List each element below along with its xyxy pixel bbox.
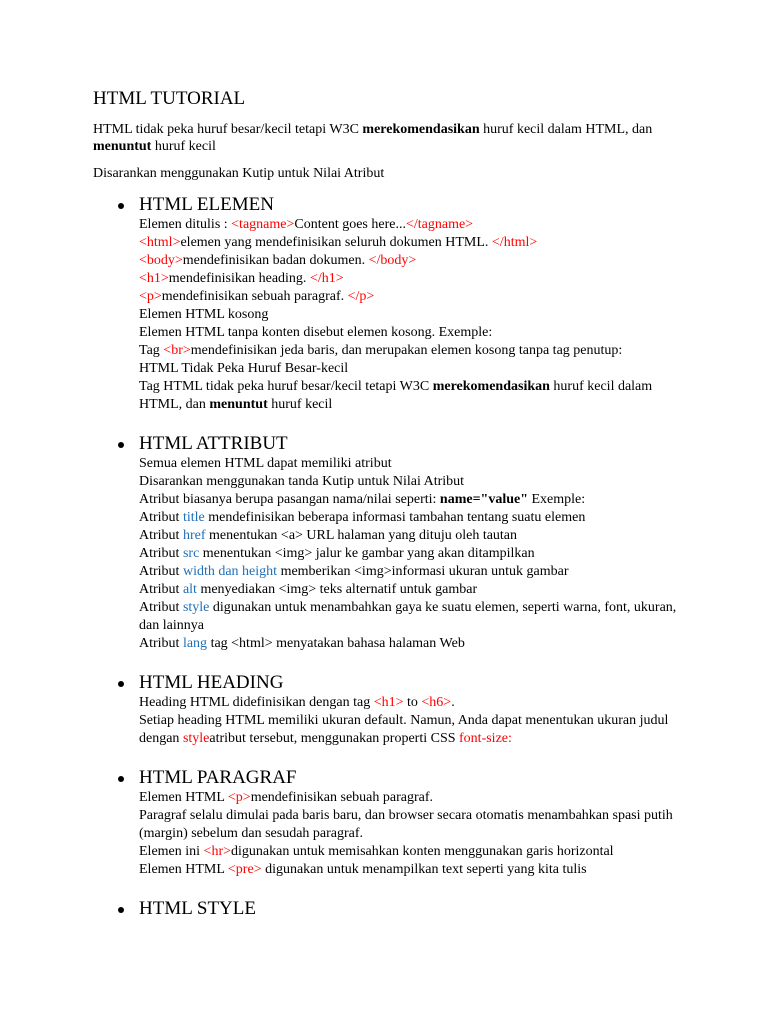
bold-text: menuntut xyxy=(93,139,152,154)
attribute-name-text: lang xyxy=(182,636,208,651)
section-line xyxy=(139,288,693,306)
text-run: memberikan <img>informasi ukuran untuk gambar xyxy=(277,564,569,579)
text-run: mendefinisikan sebuah paragraf. xyxy=(161,289,348,304)
section-heading xyxy=(93,672,693,748)
bold-text: name="value" xyxy=(439,492,528,507)
text-run: Atribut xyxy=(139,636,183,651)
section-title: HTML STYLE xyxy=(139,898,256,919)
section-title: HTML HEADING xyxy=(139,672,284,693)
text-run: Elemen HTML kosong xyxy=(139,307,269,322)
tag-code-text: font-size: xyxy=(459,731,512,746)
section-title: HTML ELEMEN xyxy=(139,194,274,215)
text-run: Atribut xyxy=(139,546,183,561)
text-run: mendefinisikan heading. xyxy=(168,271,310,286)
bullet-icon xyxy=(118,203,124,209)
section-title: HTML ATTRIBUT xyxy=(139,433,288,454)
text-run: Atribut biasanya berupa pasangan nama/nilai seperti: xyxy=(139,492,440,507)
page-title: HTML TUTORIAL xyxy=(93,88,246,109)
section-paragraf xyxy=(93,767,693,879)
text-run: Tag xyxy=(139,343,164,358)
section-line xyxy=(139,473,693,491)
intro-paragraph xyxy=(93,121,693,155)
section-list xyxy=(93,194,693,920)
text-run: atribut tersebut, menggunakan properti CSS xyxy=(209,731,460,746)
text-run: digunakan untuk menambahkan gaya ke suatu elemen, seperti warna, font, ukuran, dan lainnya xyxy=(139,600,677,633)
section-line xyxy=(139,861,693,879)
bullet-icon xyxy=(118,681,124,687)
text-run: Heading HTML didefinisikan dengan tag xyxy=(139,695,374,710)
text-run: to xyxy=(403,695,422,710)
text-run: mendefinisikan jeda baris, dan merupakan elemen kosong tanpa tag penutup: xyxy=(190,343,623,358)
section-line xyxy=(139,635,693,653)
bold-text: merekomendasikan xyxy=(362,122,480,137)
tag-code-text: </p> xyxy=(347,289,375,304)
tag-code-text: </body> xyxy=(368,253,417,268)
section-line xyxy=(139,545,693,563)
text-run: Exemple: xyxy=(527,492,586,507)
tag-code-text: <body> xyxy=(139,253,183,268)
tag-code-text: <p> xyxy=(139,289,162,304)
section-line xyxy=(139,252,693,270)
section-line xyxy=(139,789,693,807)
section-line xyxy=(139,843,693,861)
text-run: Elemen HTML xyxy=(139,862,228,877)
section-style xyxy=(93,898,693,920)
tag-code-text: <html> xyxy=(139,235,181,250)
attribute-name-text: src xyxy=(182,546,200,561)
text-run: menentukan <img> jalur ke gambar yang akan ditampilkan xyxy=(199,546,535,561)
tag-code-text: </tagname> xyxy=(405,217,474,232)
text-run: huruf kecil dalam HTML, dan xyxy=(479,122,653,137)
text-run: mendefinisikan sebuah paragraf. xyxy=(250,790,434,805)
section-line xyxy=(139,527,693,545)
text-run: mendefinisikan badan dokumen. xyxy=(182,253,369,268)
section-line xyxy=(139,455,693,473)
bullet-icon xyxy=(118,442,124,448)
text-run: Atribut xyxy=(139,528,183,543)
section-line xyxy=(139,581,693,599)
bullet-icon xyxy=(118,776,124,782)
section-line xyxy=(139,324,693,342)
text-run: Semua elemen HTML dapat memiliki atribut xyxy=(139,456,392,471)
text-run: Atribut xyxy=(139,510,183,525)
attribute-name-text: style xyxy=(182,600,210,615)
section-line xyxy=(139,712,693,748)
bold-text: menuntut xyxy=(209,397,268,412)
attribute-name-text: href xyxy=(182,528,206,543)
tag-code-text: </h1> xyxy=(309,271,344,286)
text-run: HTML Tidak Peka Huruf Besar-kecil xyxy=(139,361,349,376)
text-run: menentukan <a> URL halaman yang dituju oleh tautan xyxy=(205,528,518,543)
quote-note: Disarankan menggunakan Kutip untuk Nilai Atribut xyxy=(93,166,385,181)
section-line xyxy=(139,378,693,414)
text-run: Atribut xyxy=(139,582,183,597)
section-attribut xyxy=(93,433,693,653)
text-run: Elemen ditulis : xyxy=(139,217,232,232)
text-run: Disarankan menggunakan tanda Kutip untuk Nilai Atribut xyxy=(139,474,465,489)
text-run: Content goes here... xyxy=(294,217,406,232)
section-title: HTML PARAGRAF xyxy=(139,767,297,788)
tag-code-text: <tagname> xyxy=(231,217,295,232)
section-line xyxy=(139,216,693,234)
document-page xyxy=(93,86,693,939)
bold-text: merekomendasikan xyxy=(432,379,550,394)
tag-code-text: <h1> xyxy=(139,271,169,286)
tag-code-text: <pre> xyxy=(227,862,262,877)
section-line xyxy=(139,563,693,581)
text-run: huruf kecil xyxy=(267,397,333,412)
text-run: Atribut xyxy=(139,564,183,579)
text-run: huruf kecil xyxy=(151,139,216,154)
tag-code-text: <p> xyxy=(227,790,251,805)
text-run: digunakan untuk menampilkan text seperti yang kita tulis xyxy=(261,862,587,877)
section-line xyxy=(139,360,693,378)
section-line xyxy=(139,599,693,635)
text-run: Setiap heading HTML memiliki ukuran default. Namun, Anda dapat menentukan ukuran judul dengan xyxy=(139,713,669,746)
tag-code-text: </html> xyxy=(491,235,538,250)
section-line xyxy=(139,234,693,252)
text-run: HTML tidak peka huruf besar/kecil tetapi W3C xyxy=(93,122,363,137)
bullet-icon xyxy=(118,907,124,913)
text-run: digunakan untuk memisahkan konten menggunakan garis horizontal xyxy=(231,844,614,859)
section-line xyxy=(139,270,693,288)
text-run: tag <html> menyatakan bahasa halaman Web xyxy=(207,636,465,651)
text-run: . xyxy=(451,695,455,710)
text-run: Tag HTML tidak peka huruf besar/kecil tetapi W3C xyxy=(139,379,433,394)
text-run: Elemen HTML tanpa konten disebut elemen kosong. Exemple: xyxy=(139,325,493,340)
text-run: elemen yang mendefinisikan seluruh dokumen HTML. xyxy=(180,235,492,250)
tag-code-text: <h1> xyxy=(373,695,404,710)
attribute-name-text: title xyxy=(182,510,205,525)
tag-code-text: <br> xyxy=(163,343,191,358)
section-line xyxy=(139,342,693,360)
section-line xyxy=(139,694,693,712)
section-line xyxy=(139,491,693,509)
attribute-name-text: width dan height xyxy=(182,564,278,579)
text-run: huruf kecil dalam HTML, dan xyxy=(139,379,653,412)
section-line xyxy=(139,807,693,843)
text-run: menyediakan <img> teks alternatif untuk gambar xyxy=(196,582,478,597)
section-elemen xyxy=(93,194,693,414)
tag-code-text: <h6> xyxy=(421,695,452,710)
text-run: Elemen ini xyxy=(139,844,204,859)
section-line xyxy=(139,306,693,324)
tag-code-text: <hr> xyxy=(203,844,231,859)
attribute-name-text: alt xyxy=(182,582,197,597)
text-run: Paragraf selalu dimulai pada baris baru, dan browser secara otomatis menambahkan spasi putih (margin) sebelum dan sesudah paragraf. xyxy=(139,808,673,841)
text-run: mendefinisikan beberapa informasi tambahan tentang suatu elemen xyxy=(204,510,586,525)
text-run: Elemen HTML xyxy=(139,790,228,805)
section-line xyxy=(139,509,693,527)
tag-code-text: style xyxy=(182,731,210,746)
text-run: Atribut xyxy=(139,600,183,615)
